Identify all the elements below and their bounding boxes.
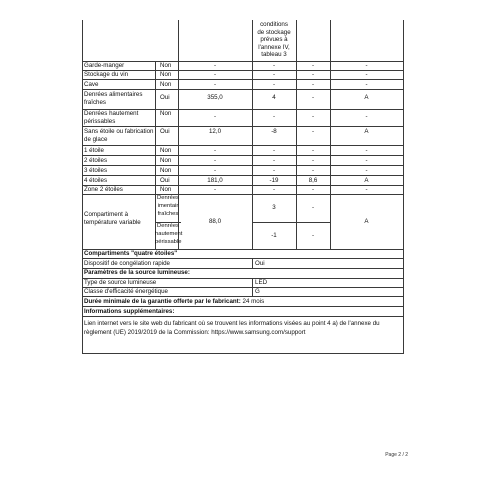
compartment-class: - [365,186,368,193]
compartment-present: Non [160,156,172,164]
compartment-energy: - [311,94,315,101]
compartment-present: Non [160,166,172,174]
variable-sub-label: Denrées [157,223,179,229]
compartment-temp: -8 [271,128,277,135]
compartment-name: 3 étoiles [84,166,108,174]
compartment-class: - [365,156,368,164]
compartment-name: Cave [84,80,99,88]
compartment-present: Oui [160,94,170,101]
compartment-volume: - [213,71,217,78]
compartment-energy: - [311,113,315,120]
compartment-volume: - [213,146,217,154]
compartment-temp: - [272,113,276,120]
four-star-header: Compartiments "quatre étoiles" [84,250,178,257]
compartment-temp: - [272,156,276,164]
compartment-energy: - [311,80,315,88]
compartment-class: - [365,113,368,120]
quick-freeze-label: Dispositif de congélation rapide [84,259,170,267]
light-class-value: G [255,288,260,295]
light-type-label: Type de source lumineuse [84,279,157,286]
light-type-value: LED [255,279,268,286]
variable-volume: 88,0 [208,218,222,225]
extra-info-text: Lien internet vers le site web du fabricant où se trouvent les informations visées au point 4 a) de l'annexe du règlement (UE) 2019/2019 de la Commission: https://www.samsung.com/support [84,320,380,336]
quick-freeze-value: Oui [255,259,265,267]
compartment-name: Zone 2 étoiles [84,186,123,193]
top-cell-line: conditions [260,21,288,28]
compartment-name: Denrées alimentaires fraîches [84,90,143,106]
compartment-energy: - [311,146,315,154]
warranty-label: Durée minimale de la garantie offerte par le fabricant: [84,297,241,305]
compartment-temp: - [272,186,276,193]
variable-compartment-name: Compartiment à [84,211,129,218]
compartment-name: 1 étoile [84,146,104,154]
compartment-class: - [365,146,368,154]
compartment-volume: - [213,166,217,174]
compartment-volume: - [213,113,217,120]
compartment-volume: - [213,80,217,88]
compartment-present: Oui [160,176,170,184]
compartment-energy: - [311,71,315,78]
compartment-temp: - [272,166,276,174]
variable-temp: -1 [271,232,277,239]
compartment-class: - [365,62,368,69]
compartment-class: A [364,176,369,184]
compartment-volume: 12,0 [208,128,222,135]
variable-energy: - [311,204,315,211]
compartment-name: Denrées hautement périssables [84,110,139,125]
compartment-energy: - [311,128,315,135]
variable-sub-label: Denrées [157,195,179,201]
compartment-class: A [364,128,369,135]
compartment-temp: - [272,80,276,88]
compartment-energy: - [311,156,315,164]
compartment-temp: -19 [269,176,279,184]
variable-temp: 3 [272,204,276,211]
compartment-name: 4 étoiles [84,176,108,184]
top-cell-line: prévues à [260,36,288,43]
variable-compartment-name: température variable [84,219,141,226]
extra-info-header: Informations supplémentaires: [84,307,175,315]
variable-class: A [364,218,369,225]
compartment-energy: - [311,166,315,174]
compartment-volume: 355,0 [207,94,223,101]
compartment-present: Oui [160,128,170,135]
compartment-class: A [364,94,369,101]
compartment-energy: - [311,62,315,69]
compartment-energy: 8,6 [308,176,318,184]
compartment-temp: 4 [272,94,276,101]
compartment-volume: - [213,156,217,164]
variable-energy: - [311,232,315,239]
top-cell-line: de stockage [257,28,291,36]
variable-sub-label: hautement [155,231,183,237]
warranty-value: 24 mois [242,297,265,305]
page-number: Page 2 / 2 [385,452,408,458]
light-source-header: Paramètres de la source lumineuse: [84,269,190,276]
top-cell-line: tableau 3 [261,51,287,58]
compartment-present: Non [160,186,172,193]
compartment-name: Garde-manger [84,62,125,69]
variable-sub-label: imentair [157,203,179,209]
compartment-volume: 181,0 [207,176,223,184]
compartment-volume: - [213,62,217,69]
compartment-present: Non [160,146,172,154]
compartment-volume: - [213,186,217,193]
compartment-present: Non [160,80,172,88]
compartment-name: Sans étoile ou fabrication de glace [84,127,154,143]
compartment-present: Non [160,110,172,117]
variable-sub-label: fraîches [157,211,179,217]
compartment-class: - [365,166,368,174]
compartment-name: 2 étoiles [84,156,108,164]
compartment-temp: - [272,62,276,69]
compartment-present: Non [160,62,172,69]
compartment-present: Non [160,71,172,78]
compartment-class: - [365,80,368,88]
variable-sub-label: périssable [155,239,182,245]
light-class-label: Classe d'efficacité énergétique [84,288,168,295]
compartment-class: - [365,71,368,78]
compartment-temp: - [272,146,276,154]
compartment-temp: - [272,71,276,78]
compartment-energy: - [311,186,315,193]
compartment-name: Stockage du vin [84,71,129,78]
top-cell-line: l'annexe IV, [258,43,290,51]
